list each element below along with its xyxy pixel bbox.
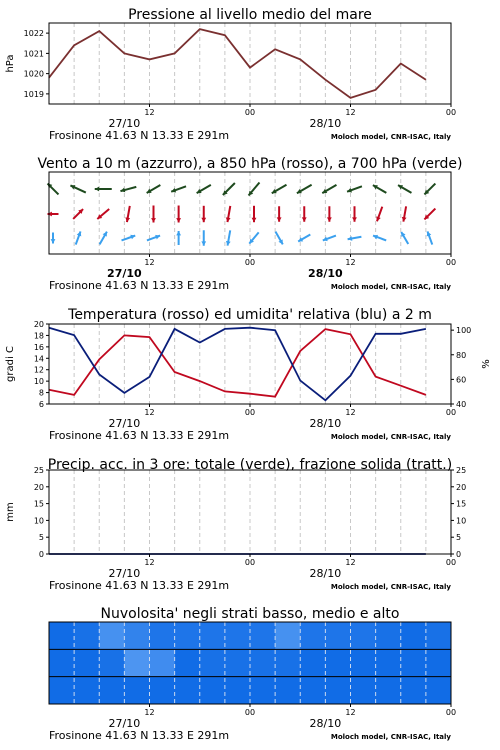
y-tick-label-right: 80 bbox=[456, 350, 467, 360]
x-tick-label: 12 bbox=[345, 558, 356, 567]
series-line bbox=[49, 328, 426, 401]
cloud-cell bbox=[49, 649, 75, 677]
date-label: 27/10 bbox=[108, 117, 141, 130]
x-tick-label: 12 bbox=[144, 708, 155, 717]
cloud-cell bbox=[49, 622, 75, 650]
x-tick-label: 12 bbox=[144, 108, 155, 117]
series-line bbox=[49, 329, 426, 397]
y-tick-label-right: 100 bbox=[456, 326, 472, 336]
date-label: 27/10 bbox=[108, 417, 141, 430]
cloud-cell bbox=[200, 622, 226, 650]
cloud-cell bbox=[225, 649, 251, 677]
cloud-cell bbox=[74, 622, 100, 650]
y-tick-label: 1019 bbox=[23, 89, 44, 99]
x-tick-label: 00 bbox=[244, 108, 256, 117]
wind-arrowhead bbox=[201, 218, 206, 222]
wind-arrowhead bbox=[151, 218, 156, 222]
date-label: 27/10 bbox=[108, 717, 141, 730]
y-tick-label: 20 bbox=[33, 320, 44, 329]
y-tick-label: 12 bbox=[33, 365, 44, 375]
y-tick-label: 8 bbox=[38, 388, 44, 398]
location-label: Frosinone 41.63 N 13.33 E 291m bbox=[49, 129, 230, 142]
wind-arrowhead bbox=[201, 241, 206, 245]
location-label: Frosinone 41.63 N 13.33 E 291m bbox=[49, 579, 230, 592]
cloud-cell bbox=[275, 622, 301, 650]
cloud-cell bbox=[426, 677, 452, 705]
cloud-cell bbox=[175, 622, 201, 650]
x-tick-label: 00 bbox=[445, 108, 457, 117]
panel-title: Vento a 10 m (azzurro), a 850 hPa (rosso), a 700 hPa (verde) bbox=[37, 156, 463, 172]
y-tick-label-right: 10 bbox=[456, 516, 467, 526]
cloud-cell bbox=[426, 649, 452, 677]
cloud-cell bbox=[351, 622, 377, 650]
cloud-cell bbox=[275, 649, 301, 677]
cloud-cell bbox=[99, 622, 125, 650]
wind-arrowhead bbox=[277, 217, 282, 221]
cloud-cell bbox=[200, 649, 226, 677]
panel-title: Pressione al livello medio del mare bbox=[128, 7, 372, 23]
model-credit: Moloch model, CNR-ISAC, Italy bbox=[330, 583, 451, 591]
y-tick-label-right: 15 bbox=[456, 499, 467, 509]
y-axis-label: mm bbox=[5, 502, 16, 522]
x-tick-label: 12 bbox=[345, 258, 356, 267]
cloud-cell bbox=[49, 677, 75, 705]
cloud-cell bbox=[250, 677, 276, 705]
y-tick-label-right: 5 bbox=[456, 533, 462, 543]
y-tick-label-right: 40 bbox=[456, 400, 467, 409]
y-tick-label: 5 bbox=[38, 533, 44, 543]
x-tick-label: 12 bbox=[345, 408, 356, 417]
panel-title: Precip. acc. in 3 ore: totale (verde), frazione solida (tratt.) bbox=[47, 457, 453, 473]
y-tick-label: 16 bbox=[33, 342, 44, 352]
cloud-cell bbox=[200, 677, 226, 705]
cloud-cell bbox=[175, 677, 201, 705]
y-tick-label: 1022 bbox=[23, 29, 44, 39]
cloud-cell bbox=[351, 677, 377, 705]
wind-arrowhead bbox=[95, 187, 99, 192]
x-tick-label: 12 bbox=[144, 258, 155, 267]
x-tick-label: 12 bbox=[144, 558, 155, 567]
y-tick-label-right: 0 bbox=[456, 550, 462, 559]
y-tick-label: 20 bbox=[33, 482, 44, 492]
cloud-cell bbox=[124, 649, 150, 677]
wind-arrowhead bbox=[176, 231, 181, 235]
x-tick-label: 00 bbox=[244, 408, 256, 417]
cloud-cell bbox=[300, 622, 326, 650]
y-tick-label: 25 bbox=[33, 466, 44, 475]
cloud-cell bbox=[150, 677, 176, 705]
location-label: Frosinone 41.63 N 13.33 E 291m bbox=[49, 429, 230, 442]
y-tick-label: 18 bbox=[33, 331, 44, 341]
cloud-cell bbox=[250, 622, 276, 650]
x-tick-label: 12 bbox=[345, 708, 356, 717]
model-credit: Moloch model, CNR-ISAC, Italy bbox=[330, 133, 451, 141]
cloud-cell bbox=[376, 649, 402, 677]
wind-arrowhead bbox=[51, 239, 56, 243]
y-axis-label: gradi C bbox=[5, 346, 16, 382]
date-label: 28/10 bbox=[309, 417, 342, 430]
cloud-cell bbox=[401, 649, 427, 677]
x-tick-label: 00 bbox=[244, 558, 256, 567]
date-label: 28/10 bbox=[309, 717, 342, 730]
date-label: 28/10 bbox=[309, 567, 342, 580]
location-label: Frosinone 41.63 N 13.33 E 291m bbox=[49, 279, 230, 292]
y-axis-label: hPa bbox=[5, 54, 16, 73]
cloud-cell bbox=[275, 677, 301, 705]
cloud-cell bbox=[250, 649, 276, 677]
y-axis-label: % bbox=[481, 359, 492, 369]
cloud-cell bbox=[124, 677, 150, 705]
y-tick-label: 14 bbox=[33, 354, 44, 364]
y-tick-label: 1021 bbox=[23, 49, 44, 59]
cloud-cell bbox=[175, 649, 201, 677]
x-tick-label: 00 bbox=[445, 558, 457, 567]
date-label: 27/10 bbox=[107, 267, 142, 280]
wind-arrowhead bbox=[302, 217, 307, 221]
model-credit: Moloch model, CNR-ISAC, Italy bbox=[330, 283, 451, 291]
date-label: 27/10 bbox=[108, 567, 141, 580]
x-tick-label: 12 bbox=[144, 408, 155, 417]
wind-arrowhead bbox=[252, 218, 257, 222]
y-tick-label: 0 bbox=[38, 550, 44, 559]
wind-arrowhead bbox=[352, 217, 357, 221]
y-tick-label: 10 bbox=[33, 516, 44, 526]
panel-title: Temperatura (rosso) ed umidita' relativa (blu) a 2 m bbox=[68, 307, 432, 323]
date-label: 28/10 bbox=[309, 117, 342, 130]
cloud-cell bbox=[401, 622, 427, 650]
x-tick-label: 00 bbox=[445, 258, 457, 267]
cloud-cell bbox=[74, 649, 100, 677]
plot-frame bbox=[49, 23, 451, 104]
cloud-cell bbox=[401, 677, 427, 705]
cloud-cell bbox=[225, 677, 251, 705]
cloud-cell bbox=[225, 622, 251, 650]
cloud-cell bbox=[99, 677, 125, 705]
cloud-cell bbox=[376, 677, 402, 705]
series-line bbox=[49, 29, 426, 98]
y-tick-label: 6 bbox=[38, 400, 44, 409]
cloud-cell bbox=[124, 622, 150, 650]
cloud-cell bbox=[376, 622, 402, 650]
wind-arrowhead bbox=[176, 218, 181, 222]
cloud-cell bbox=[150, 622, 176, 650]
x-tick-label: 00 bbox=[445, 708, 457, 717]
cloud-cell bbox=[426, 622, 452, 650]
panel-title: Nuvolosita' negli strati basso, medio e alto bbox=[100, 606, 400, 622]
cloud-cell bbox=[325, 622, 351, 650]
x-tick-label: 00 bbox=[244, 708, 256, 717]
cloud-cell bbox=[325, 649, 351, 677]
cloud-cell bbox=[150, 649, 176, 677]
model-credit: Moloch model, CNR-ISAC, Italy bbox=[330, 433, 451, 441]
date-label: 28/10 bbox=[308, 267, 343, 280]
cloud-cell bbox=[99, 649, 125, 677]
y-tick-label: 15 bbox=[33, 499, 44, 509]
x-tick-label: 12 bbox=[345, 108, 356, 117]
cloud-cell bbox=[300, 649, 326, 677]
y-tick-label-right: 25 bbox=[456, 466, 467, 475]
cloud-cell bbox=[74, 677, 100, 705]
cloud-cell bbox=[325, 677, 351, 705]
wind-arrowhead bbox=[327, 217, 332, 221]
cloud-cell bbox=[300, 677, 326, 705]
y-tick-label-right: 60 bbox=[456, 375, 467, 385]
plot-frame bbox=[49, 324, 451, 404]
wind-arrowhead bbox=[48, 212, 52, 217]
x-tick-label: 00 bbox=[244, 258, 256, 267]
x-tick-label: 00 bbox=[445, 408, 457, 417]
location-label: Frosinone 41.63 N 13.33 E 291m bbox=[49, 729, 230, 742]
y-tick-label: 10 bbox=[33, 377, 44, 387]
y-tick-label-right: 20 bbox=[456, 482, 467, 492]
model-credit: Moloch model, CNR-ISAC, Italy bbox=[330, 733, 451, 741]
cloud-cell bbox=[351, 649, 377, 677]
y-tick-label: 1020 bbox=[23, 69, 44, 79]
